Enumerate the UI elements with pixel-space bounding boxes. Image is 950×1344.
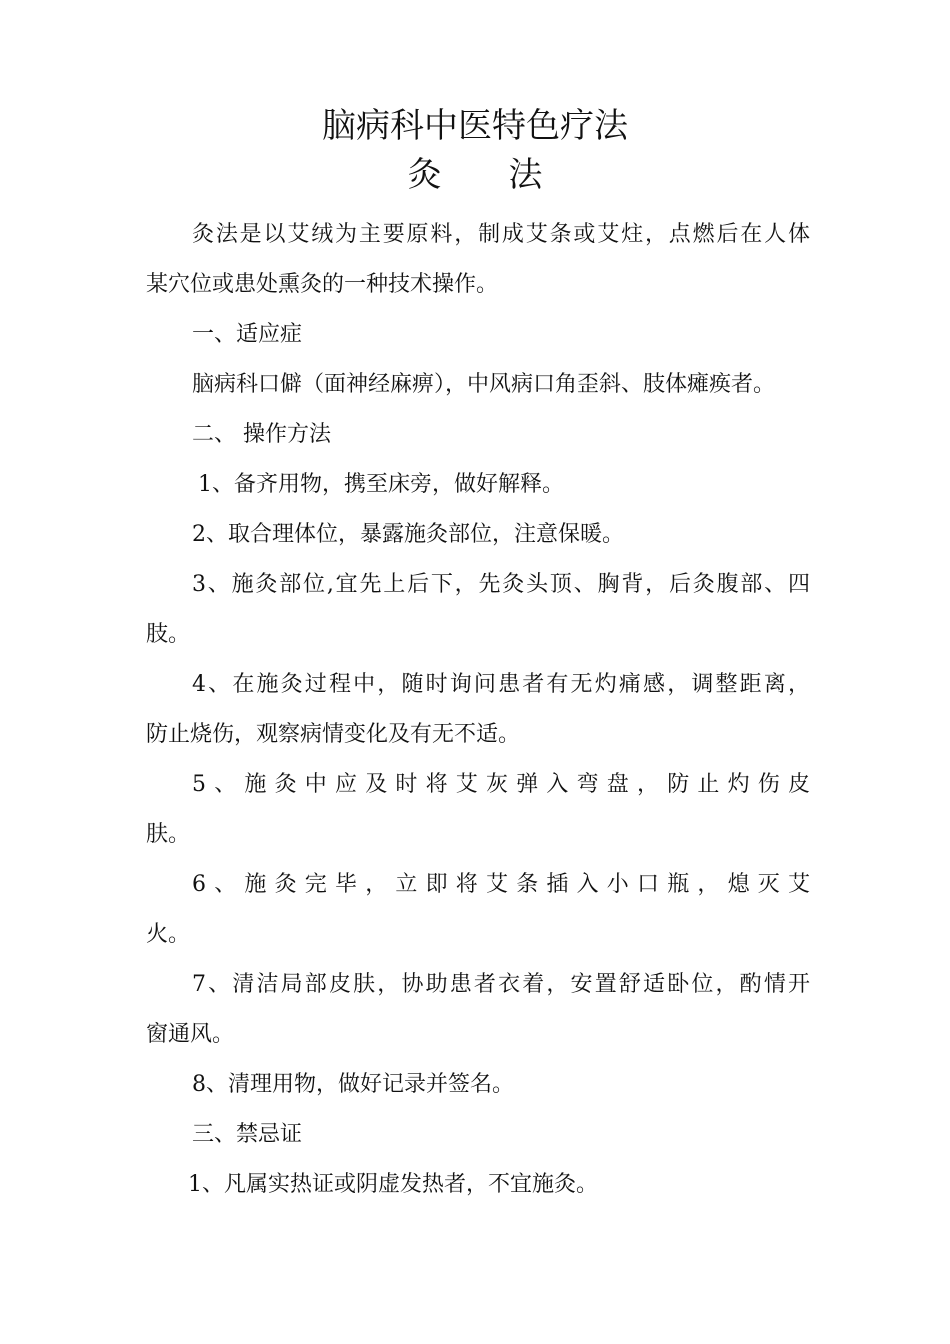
list-item: 2、取合理体位，暴露施灸部位，注意保暖。 bbox=[192, 522, 624, 547]
list-item: 1、凡属实热证或阴虚发热者，不宜施灸。 bbox=[188, 1172, 598, 1197]
section-heading: 一、适应症 bbox=[192, 322, 303, 347]
list-item-continuation: 肢。 bbox=[146, 622, 191, 647]
paragraph-line: 脑病科口僻（面神经麻痹），中风病口角歪斜、肢体瘫痪者。 bbox=[192, 372, 776, 397]
list-item: 4、在施灸过程中，随时询问患者有无灼痛感，调整距离， bbox=[192, 672, 810, 697]
section-heading: 二、 操作方法 bbox=[192, 422, 331, 447]
list-item-continuation: 防止烧伤，观察病情变化及有无不适。 bbox=[146, 722, 521, 747]
list-item: 5、施灸中应及时将艾灰弹入弯盘，防止灼伤皮 bbox=[192, 772, 810, 797]
paragraph-line: 灸法是以艾绒为主要原料，制成艾条或艾炷，点燃后在人体 bbox=[192, 222, 810, 247]
list-item-continuation: 窗通风。 bbox=[146, 1022, 235, 1047]
list-item: 7、清洁局部皮肤，协助患者衣着，安置舒适卧位，酌情开 bbox=[192, 972, 810, 997]
list-item-continuation: 肤。 bbox=[146, 822, 191, 847]
list-item-continuation: 火。 bbox=[146, 922, 191, 947]
paragraph-line: 某穴位或患处熏灸的一种技术操作。 bbox=[146, 272, 499, 297]
list-item: 3、施灸部位,宜先上后下，先灸头顶、胸背，后灸腹部、四 bbox=[192, 572, 810, 597]
list-item: 8、清理用物，做好记录并签名。 bbox=[192, 1072, 514, 1097]
section-heading: 三、禁忌证 bbox=[192, 1122, 303, 1147]
list-item: 1、备齐用物，携至床旁，做好解释。 bbox=[198, 472, 564, 497]
list-item: 6、施灸完毕，立即将艾条插入小口瓶，熄灭艾 bbox=[192, 872, 810, 897]
document-title: 脑病科中医特色疗法 bbox=[322, 106, 628, 146]
document-subtitle: 灸 法 bbox=[407, 155, 571, 195]
